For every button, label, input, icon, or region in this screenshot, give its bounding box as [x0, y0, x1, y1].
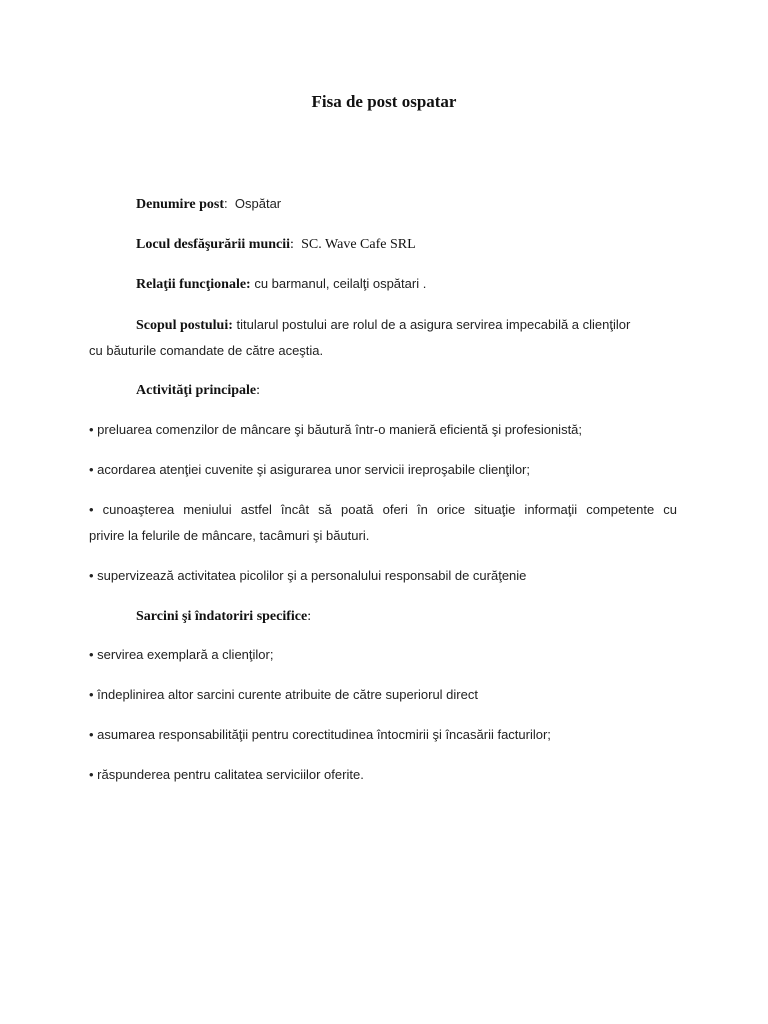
field-label: Denumire post — [136, 197, 225, 212]
heading-colon: : — [256, 383, 261, 398]
field-locul — [136, 236, 416, 253]
field-relatii — [136, 276, 426, 293]
field-label: Relaţii funcţionale — [136, 277, 247, 292]
field-scopul-line2: cu băuturile comandate de către aceştia. — [89, 343, 324, 358]
heading-text: Activităţi principale — [136, 383, 257, 398]
field-label: Locul desfăşurării muncii — [136, 237, 291, 252]
field-colon: : — [224, 196, 228, 211]
list-item: • acordarea atenţiei cuvenite şi asigurarea unor servicii ireproşabile clienţilor; — [89, 462, 530, 477]
field-scopul — [136, 317, 630, 334]
list-item: • răspunderea pentru calitatea serviciilor oferite. — [89, 767, 364, 782]
field-colon: : — [228, 318, 233, 333]
list-item: • preluarea comenzilor de mâncare şi băutură într-o manieră eficientă şi profesionistă; — [89, 422, 583, 437]
field-colon: : — [246, 277, 251, 292]
list-item-continuation: privire la felurile de mâncare, tacâmuri şi băuturi. — [89, 528, 370, 543]
document-title: Fisa de post ospatar — [311, 92, 457, 111]
heading-text: Sarcini şi îndatoriri specifice — [136, 609, 308, 624]
list-item: • asumarea responsabilităţii pentru corectitudinea întocmirii şi încasării facturilor; — [89, 727, 551, 742]
field-colon: : — [290, 237, 294, 252]
field-value-line1: titularul postului are rolul de a asigura servirea impecabilă a clienţilor — [236, 317, 631, 332]
list-item: • cunoaşterea meniului astfel încât să poată oferi în orice situaţie informaţii competente cu — [89, 502, 677, 517]
list-item: • supervizează activitatea picolilor şi a personalului responsabil de curăţenie — [89, 568, 527, 583]
sarcini-heading — [136, 608, 311, 625]
field-value: SC. Wave Cafe SRL — [301, 237, 416, 252]
list-item: • servirea exemplară a clienţilor; — [89, 647, 274, 662]
heading-colon: : — [307, 609, 312, 624]
field-value: cu barmanul, ceilalţi ospătari . — [254, 276, 427, 291]
activitati-heading — [136, 382, 260, 399]
list-item: • îndeplinirea altor sarcini curente atribuite de către superiorul direct — [89, 687, 478, 702]
field-label: Scopul postului — [136, 318, 229, 333]
field-value: Ospătar — [234, 196, 282, 211]
field-denumire-post — [136, 196, 281, 213]
